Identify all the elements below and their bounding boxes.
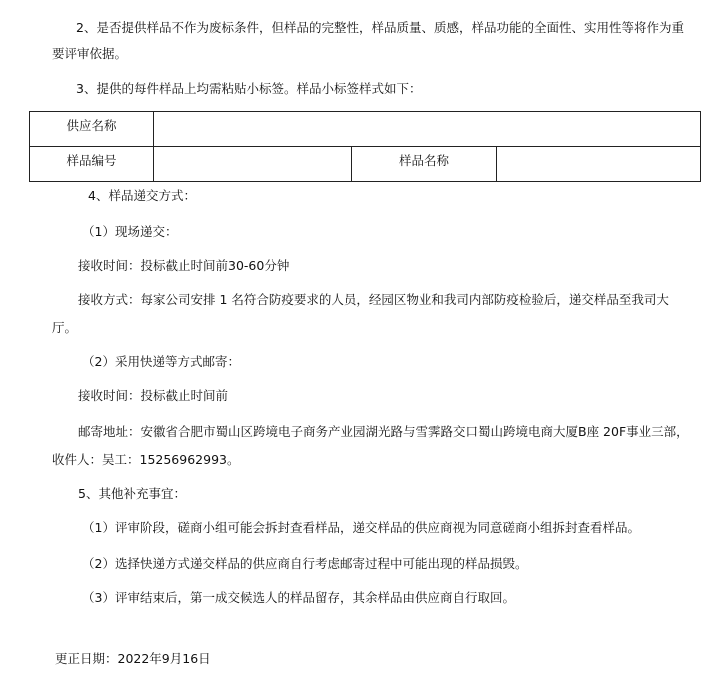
sample-number-value-cell [154, 147, 352, 182]
item5-heading: 5、其他补充事宜： [78, 486, 186, 501]
supplier-name-label: 供应名称 [66, 118, 117, 133]
item5-point-2: （2）选择快递方式递交样品的供应商自行考虑邮寄过程中可能出现的样品损毁。 [82, 556, 528, 571]
courier-receive-time: 接收时间：投标截止时间前 [78, 388, 229, 403]
courier-address-line1: 邮寄地址：安徽省合肥市蜀山区跨境电子商务产业园湖光路与雪霁路交口蜀山跨境电商大厦B座 20F事业三部， [78, 424, 689, 439]
sample-number-label-cell [30, 147, 154, 182]
supplier-name-label-cell [30, 112, 154, 147]
sample-name-label: 样品名称 [398, 153, 449, 168]
onsite-receive-time: 接收时间：投标截止时间前30-60分钟 [78, 258, 290, 273]
item2-line2: 要评审依据。 [52, 46, 128, 61]
item5-point-3: （3）评审结束后，第一成交候选人的样品留存，其余样品由供应商自行取回。 [82, 590, 515, 605]
table-row [30, 147, 701, 182]
courier-address-line2: 收件人：吴工：15256962993。 [52, 452, 240, 467]
correction-date: 更正日期：2022年9月16日 [55, 651, 211, 666]
onsite-receive-method-line2: 厅。 [52, 320, 78, 335]
sample-name-label-cell [352, 147, 497, 182]
item4-heading: 4、样品递交方式： [88, 188, 196, 203]
item3-text: 3、提供的每件样品上均需粘贴小标签。样品小标签样式如下： [76, 81, 422, 96]
supplier-name-value-cell [154, 112, 701, 147]
onsite-receive-method-line1: 接收方式：每家公司安排 1 名符合防疫要求的人员，经园区物业和我司内部防疫检验后，递交样品至我司大 [78, 292, 669, 307]
item5-point-1: （1）评审阶段，磋商小组可能会拆封查看样品，递交样品的供应商视为同意磋商小组拆封查看样品。 [82, 520, 640, 535]
sample-label-table [29, 111, 701, 182]
onsite-heading: （1）现场递交： [82, 224, 178, 239]
table-row [30, 112, 701, 147]
item2-line1: 2、是否提供样品不作为废标条件，但样品的完整性，样品质量、质感，样品功能的全面性、实用性等将作为重 [76, 20, 684, 35]
sample-number-label: 样品编号 [66, 153, 117, 168]
sample-name-value-cell [497, 147, 701, 182]
courier-heading: （2）采用快递等方式邮寄： [82, 354, 240, 369]
